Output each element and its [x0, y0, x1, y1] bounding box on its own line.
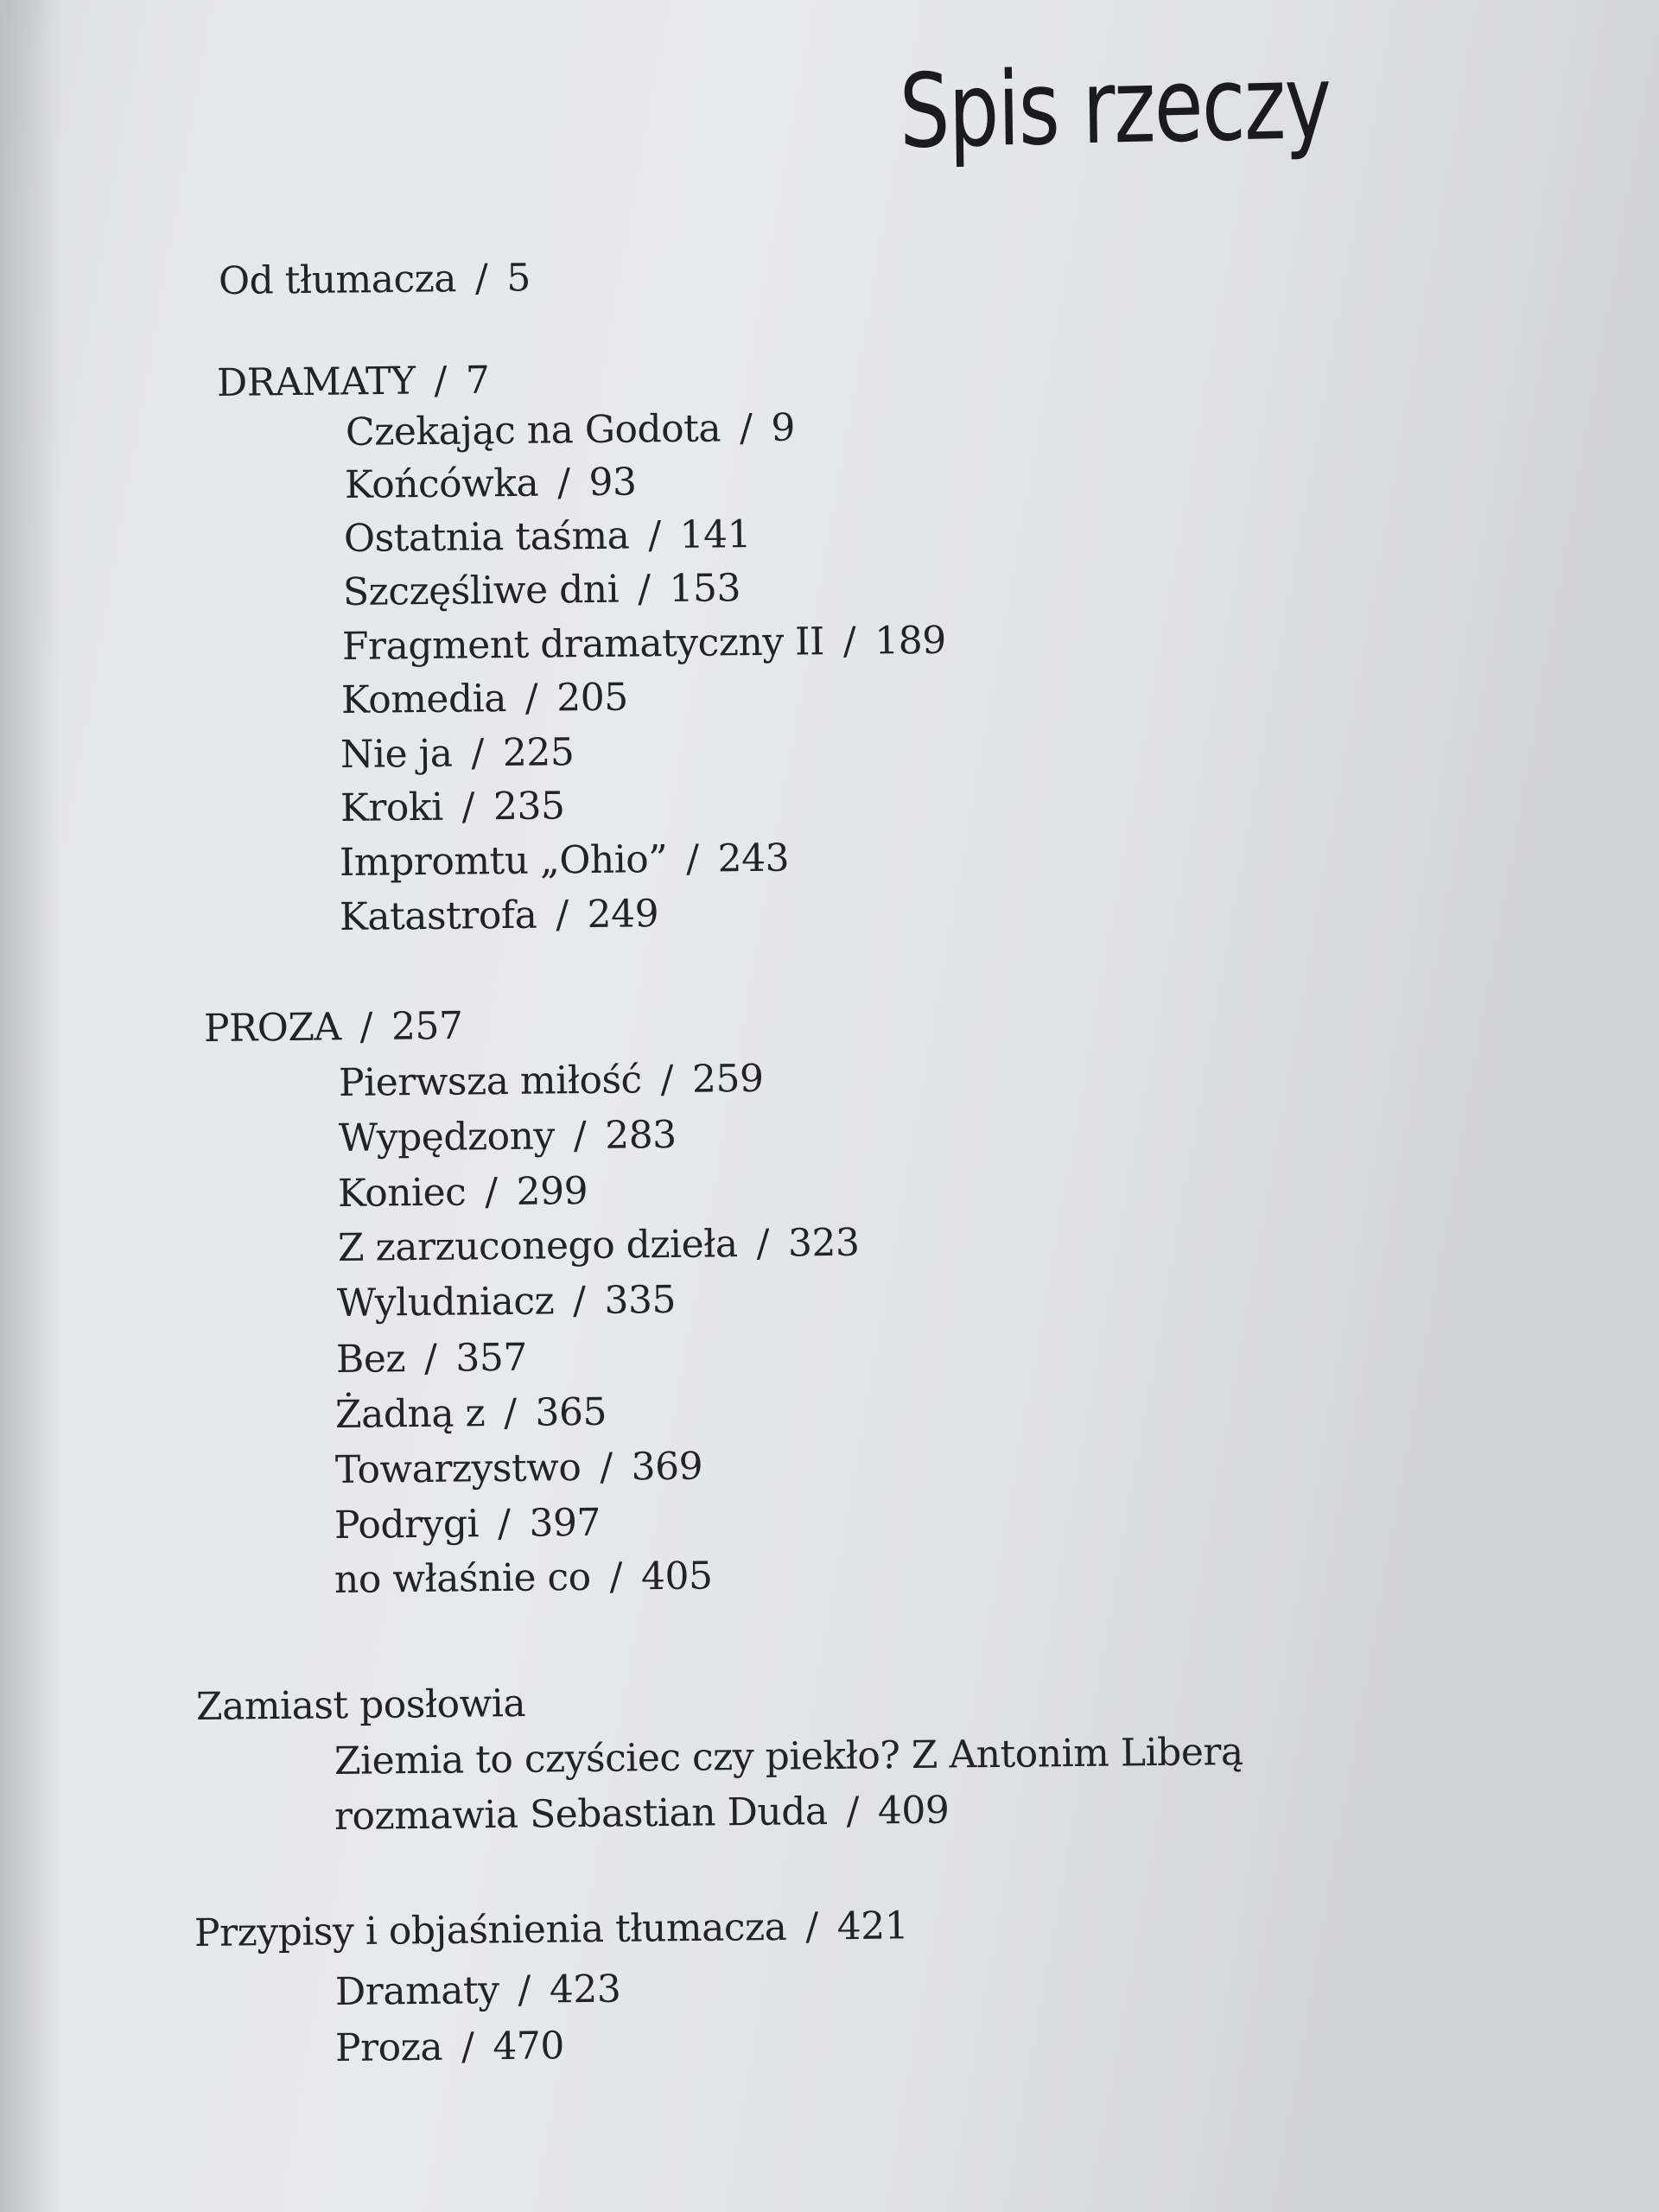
toc-separator: /	[503, 1390, 517, 1435]
toc-page-number: 369	[631, 1444, 703, 1490]
toc-page-number: 357	[455, 1335, 528, 1381]
toc-page-number: 470	[493, 2024, 565, 2069]
toc-entry-title: Katastrofa	[339, 893, 537, 939]
toc-entry	[340, 730, 575, 777]
toc-entry-title: Końcówka	[344, 461, 539, 507]
toc-separator: /	[637, 567, 651, 612]
toc-entry	[346, 406, 795, 454]
toc-separator: /	[600, 1445, 613, 1490]
toc-separator: /	[461, 785, 475, 830]
toc-entry	[342, 619, 946, 669]
toc-page-number: 323	[787, 1220, 860, 1266]
toc-entry-title: Pierwsza miłość	[338, 1058, 642, 1105]
toc-entry-title: Impromtu „Ohio”	[339, 837, 668, 885]
toc-entry-title: Bez	[335, 1337, 406, 1382]
toc-section-dramaty	[217, 359, 490, 405]
toc-entry-title: Proza	[334, 2024, 443, 2070]
toc-page-number: 205	[556, 675, 628, 721]
toc-entry-title: Wypędzony	[338, 1114, 556, 1160]
toc-separator: /	[842, 619, 856, 664]
toc-entry	[334, 1789, 950, 1839]
toc-entry	[345, 460, 637, 507]
toc-entry	[337, 1278, 676, 1325]
toc-separator: /	[434, 359, 448, 404]
toc-entry-title: PROZA	[203, 1005, 341, 1051]
toc-entry	[338, 1169, 588, 1216]
toc-entry-title: Od tłumacza	[218, 257, 457, 303]
toc-separator: /	[648, 513, 661, 558]
toc-entry-title: Czekając na Godota	[345, 406, 721, 454]
toc-separator: /	[359, 1004, 373, 1050]
page-title: Spis rzeczy	[899, 41, 1332, 171]
toc-separator: /	[686, 836, 699, 881]
toc-entry	[338, 1221, 860, 1270]
toc-separator: /	[556, 893, 569, 938]
toc-page-number: 365	[535, 1389, 607, 1435]
toc-separator: /	[423, 1336, 437, 1381]
toc-entry-title: Towarzystwo	[334, 1446, 582, 1492]
toc-page-number: 141	[679, 512, 752, 557]
toc-entry-title: Ostatnia taśma	[343, 513, 630, 561]
toc-entry-title: Przypisy i objaśnienia tłumacza	[194, 1904, 787, 1955]
toc-entry	[335, 1445, 703, 1492]
toc-entry	[335, 1390, 607, 1437]
toc-section-zamiast-poslowia	[196, 1681, 526, 1729]
toc-entry	[334, 1501, 601, 1548]
toc-separator: /	[660, 1057, 674, 1103]
toc-entry	[343, 566, 741, 614]
toc-section-przypisy	[194, 1904, 909, 1955]
toc-separator: /	[461, 2024, 474, 2069]
toc-separator: /	[573, 1114, 587, 1159]
toc-page-number: 93	[588, 460, 637, 505]
toc-separator: /	[497, 1501, 511, 1547]
toc-entry-title: Koniec	[337, 1170, 467, 1216]
toc-page-number: 9	[771, 405, 796, 450]
toc-entry-title: no właśnie co	[334, 1554, 591, 1602]
toc-separator: /	[739, 406, 753, 451]
toc-entry-title: DRAMATY	[216, 359, 416, 405]
toc-page-number: 7	[465, 358, 490, 403]
toc-separator: /	[572, 1278, 586, 1324]
toc-page-number: 249	[587, 892, 659, 937]
toc-page-number: 335	[604, 1277, 677, 1323]
toc-entry	[335, 1967, 621, 2014]
toc-entry	[339, 1113, 677, 1160]
toc-entry-od-tlumacza	[219, 256, 531, 303]
toc-entry-title: Dramaty	[334, 1968, 499, 2014]
toc-entry-title: Zamiast posłowia	[195, 1681, 526, 1729]
toc-separator: /	[474, 256, 488, 301]
toc-page-number: 299	[516, 1168, 588, 1214]
toc-separator: /	[846, 1789, 860, 1834]
toc-separator: /	[471, 731, 485, 776]
toc-entry-title: Z zarzuconego dzieła	[337, 1222, 738, 1270]
toc-entry	[334, 1554, 713, 1602]
toc-page-number: 5	[506, 256, 531, 301]
toc-page-number: 283	[604, 1112, 677, 1158]
toc-section-proza	[204, 1004, 463, 1051]
toc-separator: /	[805, 1904, 818, 1949]
toc-page-number: 409	[877, 1788, 950, 1834]
toc-entry	[344, 512, 752, 561]
toc-separator: /	[524, 676, 538, 721]
toc-entry	[341, 676, 628, 722]
toc-entry-title: Komedia	[340, 677, 507, 722]
toc-entry-title: Fragment dramatyczny II	[341, 620, 825, 669]
toc-entry	[340, 892, 659, 939]
toc-page-number: 225	[502, 730, 575, 776]
toc-entry-title: Ziemia to czyściec czy piekło? Z Antonim Liberą	[334, 1729, 1243, 1783]
toc-page-number: 259	[691, 1056, 764, 1102]
toc-page-number: 189	[874, 618, 946, 664]
toc-page-number: 243	[717, 836, 790, 881]
toc-entry	[339, 1057, 764, 1105]
toc-page-number: 257	[391, 1003, 463, 1049]
toc-separator: /	[556, 461, 570, 505]
toc-entry	[334, 1730, 1243, 1783]
toc-page-number: 153	[669, 566, 741, 612]
toc-separator: /	[609, 1554, 623, 1599]
toc-entry	[336, 1336, 527, 1382]
toc-entry-title: rozmawia Sebastian Duda	[334, 1789, 828, 1839]
toc-separator: /	[485, 1170, 498, 1215]
toc-entry	[340, 836, 790, 885]
toc-entry-title: Kroki	[340, 785, 443, 830]
toc-entry-title: Żadną z	[334, 1391, 486, 1437]
toc-page-number: 421	[836, 1904, 909, 1949]
toc-entry	[340, 784, 565, 830]
toc-entry-title: Wyludniacz	[336, 1279, 555, 1325]
toc-page-number: 405	[640, 1554, 713, 1599]
toc-page-number: 235	[493, 784, 565, 830]
toc-separator: /	[518, 1967, 531, 2012]
toc-separator: /	[756, 1221, 770, 1266]
toc-page-number: 397	[529, 1500, 601, 1546]
toc-page-number: 423	[549, 1967, 621, 2012]
toc-entry	[335, 2024, 564, 2070]
toc-entry-title: Szczęśliwe dni	[342, 567, 620, 614]
toc-entry-title: Podrygi	[334, 1502, 480, 1548]
toc-entry-title: Nie ja	[340, 731, 453, 777]
